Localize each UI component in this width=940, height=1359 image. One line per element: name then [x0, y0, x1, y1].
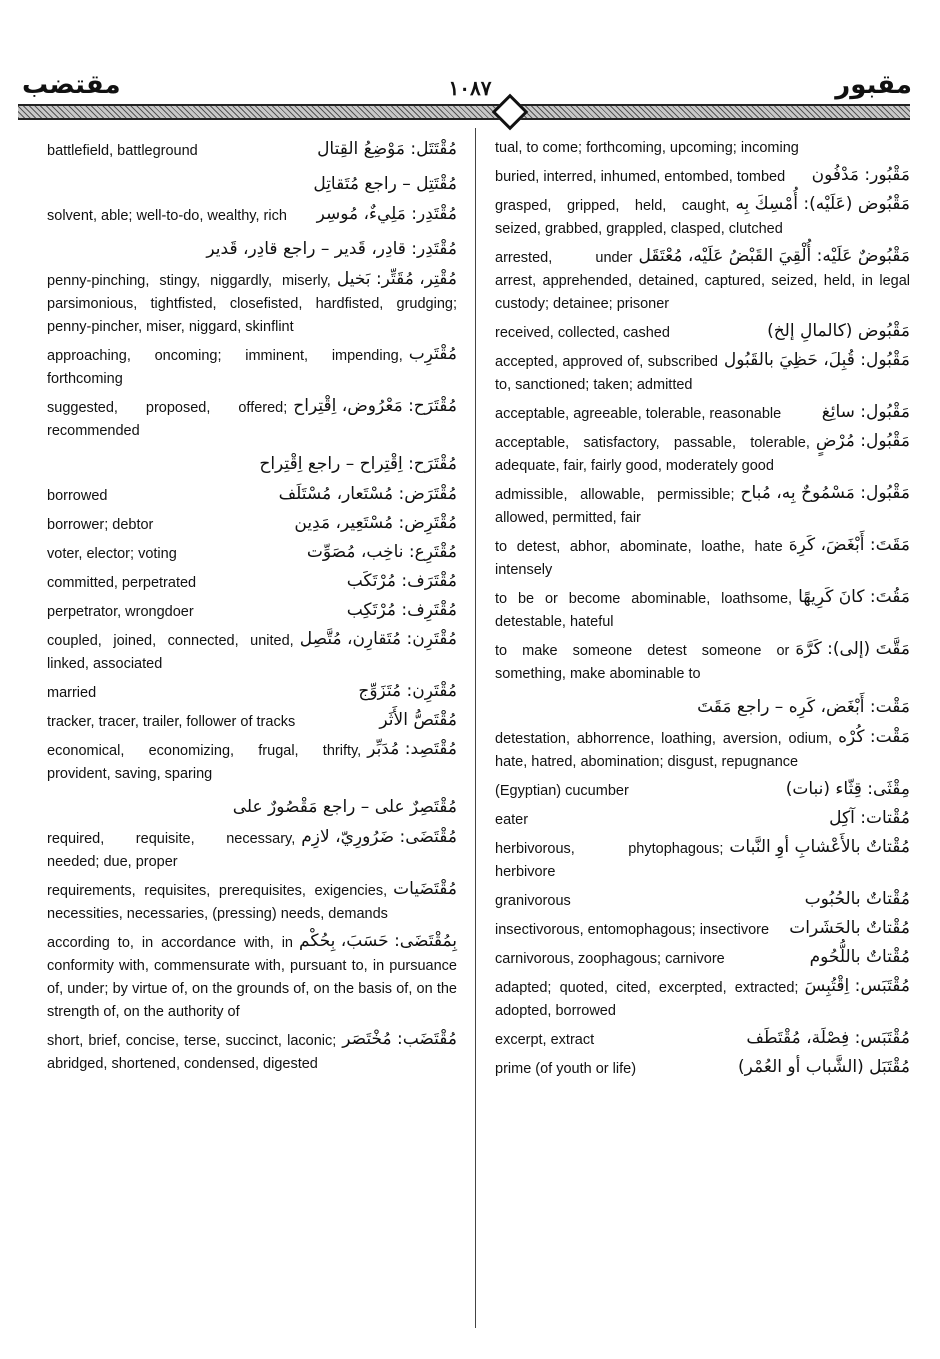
entry-definition: suggested, proposed, offered; recommended	[47, 400, 288, 439]
dictionary-entry	[495, 728, 910, 774]
dictionary-entry	[495, 351, 910, 397]
entry-definition: (Egyptian) cucumber	[495, 783, 629, 799]
dictionary-entry	[47, 828, 457, 874]
right-column	[495, 137, 910, 1087]
entry-headword: مُقْتَرِف: مُرْتَكِب	[346, 600, 457, 620]
dictionary-entry	[47, 630, 457, 676]
entry-definition: short, brief, concise, terse, succinct, laconic; abridged, shortened, condensed, digested	[47, 1033, 337, 1072]
entry-headword: مَقْبُوض (كالمالِ إلخ)	[767, 321, 910, 341]
dictionary-entry	[47, 485, 457, 508]
header-right-word: مقبور	[835, 70, 912, 100]
dictionary-entry	[495, 890, 910, 913]
dictionary-entry	[47, 601, 457, 624]
entry-definition: herbivorous, phytophagous; herbivore	[495, 841, 724, 880]
dictionary-entry	[495, 322, 910, 345]
dictionary-entry	[47, 514, 457, 537]
dictionary-entry	[495, 838, 910, 884]
entry-headword: مَقْبُوض (عَلَيْه): أُمْسِكَ بِه	[735, 194, 910, 214]
entry-definition: eater	[495, 812, 529, 828]
entry-definition: approaching, oncoming; imminent, impending, forthcoming	[47, 348, 403, 387]
entry-headword: مُقْتَبَس: اِقْتُبِسَ	[804, 976, 910, 996]
dictionary-entry	[47, 740, 457, 786]
entry-headword: مُقْتاتٌ بالحُبُوب	[804, 889, 910, 909]
entry-definition: required, requisite, necessary, needed; due, proper	[47, 831, 296, 870]
entry-headword: مَقَّتَ (إلى): كَرَّهَ	[795, 639, 910, 659]
dictionary-entry	[495, 948, 910, 971]
entry-headword: مُقْتَصِد: مُدَبِّر	[367, 739, 457, 759]
dictionary-entry	[47, 880, 457, 926]
entry-headword: مُقْتَضَيات	[393, 879, 457, 899]
entry-definition: excerpt, extract	[495, 1032, 595, 1048]
dictionary-entry	[495, 1058, 910, 1081]
dictionary-entry	[47, 543, 457, 566]
entry-headword: مُقْتَضَى: ضَرُورِيّ، لازِم	[301, 827, 457, 847]
entry-headword: مُقْتَصُّ الأَثَر	[379, 710, 457, 730]
dictionary-entry	[495, 403, 910, 426]
entry-headword: مُقْتاتٌ بالأَعْشابِ أوِ النَّبات	[729, 837, 910, 857]
entry-definition: acceptable, agreeable, tolerable, reasonable	[495, 406, 782, 422]
entry-headword: مَقُتَ: كانَ كَرِيهًا	[798, 587, 910, 607]
entry-definition: according to, in accordance with, in conformity with, commensurate with, pursuant to, in pursuance of, under; by virtue of, on the grounds of, on the basis of, on the strength of, on the authority of	[47, 935, 457, 1020]
entry-headword: مُقْتَتَل: مَوْضِعُ القِتال	[317, 139, 457, 159]
entry-definition: arrested, under arrest, apprehended, detained, captured, seized, held, in legal custody; detainee; prisoner	[495, 250, 910, 312]
entry-definition: detestation, abhorrence, loathing, aversion, odium, hate, hatred, abomination; disgust, repugnance	[495, 731, 833, 770]
entry-headword: مَقْبُول: مَسْمُوحٌ بِه، مُباح	[740, 483, 910, 503]
dictionary-entry	[47, 572, 457, 595]
entry-definition: economical, economizing, frugal, thrifty, provident, saving, sparing	[47, 743, 362, 782]
entry-headword: مُقْتَبَل (الشَّباب أو العُمْر)	[738, 1057, 910, 1077]
entry-headword: مُقْتَرِن: مُتَقارِن، مُتَّصِل	[299, 629, 457, 649]
entry-definition: voter, elector; voting	[47, 546, 177, 562]
dictionary-entry: مَقْت: أَبْغَض، كَرِه – راجع مَقَتَ	[697, 697, 910, 717]
column-divider	[475, 128, 476, 1328]
entry-headword: مَقَتَ: أَبْغَضَ، كَرِهَ	[788, 535, 910, 555]
dictionary-entry	[495, 919, 910, 942]
dictionary-entry	[495, 809, 910, 832]
entry-definition: tual, to come; forthcoming, upcoming; incoming	[495, 140, 799, 156]
entry-headword: مُقْتَرَح: مَعْرُوض، اِقْتِراح	[293, 396, 457, 416]
entry-definition: received, collected, cashed	[495, 325, 670, 341]
page-number: ١٠٨٧	[448, 78, 492, 100]
entry-definition: prime (of youth or life)	[495, 1061, 637, 1077]
entry-definition: to be or become abominable, loathsome, detestable, hateful	[495, 591, 793, 630]
dictionary-entry	[495, 588, 910, 634]
dictionary-entry	[495, 640, 910, 686]
left-column	[47, 140, 457, 1082]
entry-definition: perpetrator, wrongdoer	[47, 604, 194, 620]
entry-headword: مِقْثَى: قِثّاء (نبات)	[785, 779, 910, 799]
entry-headword: مُقْتاتٌ باللُّحُوم	[809, 947, 910, 967]
entry-definition: solvent, able; well-to-do, wealthy, rich	[47, 208, 287, 224]
entry-headword: مَقْبُول: مُرْضٍ	[815, 431, 910, 451]
dictionary-entry	[47, 345, 457, 391]
entry-definition: borrowed	[47, 488, 108, 504]
entry-definition: granivorous	[495, 893, 571, 909]
entry-headword: مُقْتاتٌ بالحَشَرات	[789, 918, 910, 938]
entry-headword: مَقْبُوضٌ عَلَيْه: أُلْقِيَ القَبْضُ عَلَيْه، مُعْتَقَل	[638, 246, 910, 266]
entry-definition: to detest, abhor, abominate, loathe, hate intensely	[495, 539, 783, 578]
entry-headword: مَقْبُول: سائِغ	[821, 402, 910, 422]
entry-definition: acceptable, satisfactory, passable, tolerable, adequate, fair, fairly good, moderately good	[495, 435, 810, 474]
entry-headword: مُقْتَرَف: مُرْتَكَب	[346, 571, 457, 591]
entry-definition: tracker, tracer, trailer, follower of tracks	[47, 714, 296, 730]
entry-definition: carnivorous, zoophagous; carnivore	[495, 951, 725, 967]
dictionary-entry	[47, 1030, 457, 1076]
entry-definition: coupled, joined, connected, united, linked, associated	[47, 633, 294, 672]
dictionary-entry	[495, 780, 910, 803]
dictionary-entry	[47, 397, 457, 443]
entry-headword: مُقْتِر، مُقَتِّر: بَخيل	[336, 269, 457, 289]
entry-headword: مَقْبُول: قُبِلَ، حَظِيَ بالقَبُول	[723, 350, 910, 370]
header-band-left	[18, 104, 500, 120]
entry-definition: grasped, gripped, held, caught, seized, grabbed, grappled, clasped, clutched	[495, 198, 783, 237]
entry-headword: مُقْتَرِع: ناخِب، مُصَوِّت	[306, 542, 457, 562]
entry-headword: مَقْبُور: مَدْفُون	[811, 165, 910, 185]
entry-headword: مُقْتَرِب	[408, 344, 457, 364]
entry-headword: مُقْتَرَض: مُسْتَعار، مُسْتَلَف	[278, 484, 457, 504]
dictionary-entry	[47, 711, 457, 734]
entry-definition: requirements, requisites, prerequisites, exigencies, necessities, necessaries, (pressing) needs, demands	[47, 883, 388, 922]
entry-definition: penny-pinching, stingy, niggardly, miserly, parsimonious, tightfisted, closefisted, hardfisted, grudging; penny-pincher, miser, niggard, skinflint	[47, 273, 457, 335]
dictionary-entry	[495, 137, 910, 160]
dictionary-entry	[495, 1029, 910, 1052]
dictionary-entry	[495, 166, 910, 189]
entry-headword: مُقْتات: آكِل	[829, 808, 910, 828]
header-left-word: مقتضب	[22, 70, 121, 100]
dictionary-entry	[47, 205, 457, 228]
dictionary-entry: مُقْتَدِر: قادِر، قَدير – راجع قادِر، قَدير	[206, 239, 457, 259]
entry-definition: borrower; debtor	[47, 517, 154, 533]
entry-headword: مُقْتَبَس: فِصْلَة، مُقْتَطَف	[746, 1028, 910, 1048]
dictionary-entry	[495, 195, 910, 241]
entry-definition: buried, interred, inhumed, entombed, tombed	[495, 169, 786, 185]
dictionary-entry: مُقْتَصِرٌ على – راجع مَقْصُورٌ على	[232, 797, 457, 817]
dictionary-entry	[495, 977, 910, 1023]
entry-definition: admissible, allowable, permissible; allowed, permitted, fair	[495, 487, 735, 526]
entry-headword: مُقْتَرِض: مُسْتَعِير، مَدِين	[294, 513, 457, 533]
dictionary-entry	[47, 932, 457, 1024]
dictionary-entry: مُقْتَرَح: اِقْتِراح – راجع اِقْتِراح	[259, 454, 457, 474]
entry-headword: بِمُقْتَضَى: حَسَبَ، بِحُكْم	[299, 931, 457, 951]
dictionary-entry	[495, 247, 910, 316]
header-band-right	[520, 104, 910, 120]
entry-definition: committed, perpetrated	[47, 575, 197, 591]
entry-definition: accepted, approved of, subscribed to, sanctioned; taken; admitted	[495, 354, 718, 393]
dictionary-entry	[495, 432, 910, 478]
entry-headword: مُقْتَدِر: مَلِيءٌ، مُوسِر	[316, 204, 457, 224]
entry-definition: battlefield, battleground	[47, 143, 198, 159]
entry-headword: مُقْتَضَب: مُخْتَصَر	[342, 1029, 457, 1049]
entry-headword: مَقْت: كُرْه	[838, 727, 910, 747]
entry-definition: insectivorous, entomophagous; insectivore	[495, 922, 770, 938]
dictionary-entry	[495, 484, 910, 530]
dictionary-entry	[495, 536, 910, 582]
dictionary-entry	[47, 140, 457, 163]
entry-definition: to make someone detest someone or something, make abominable to	[495, 643, 790, 682]
dictionary-entry: مُقْتَتِل – راجع مُتَقاتِل	[313, 174, 457, 194]
entry-definition: adapted; quoted, cited, excerpted, extracted; adopted, borrowed	[495, 980, 799, 1019]
dictionary-entry	[47, 270, 457, 339]
dictionary-entry	[47, 682, 457, 705]
entry-definition: married	[47, 685, 97, 701]
entry-headword: مُقْتَرِن: مُتَزَوِّج	[358, 681, 457, 701]
